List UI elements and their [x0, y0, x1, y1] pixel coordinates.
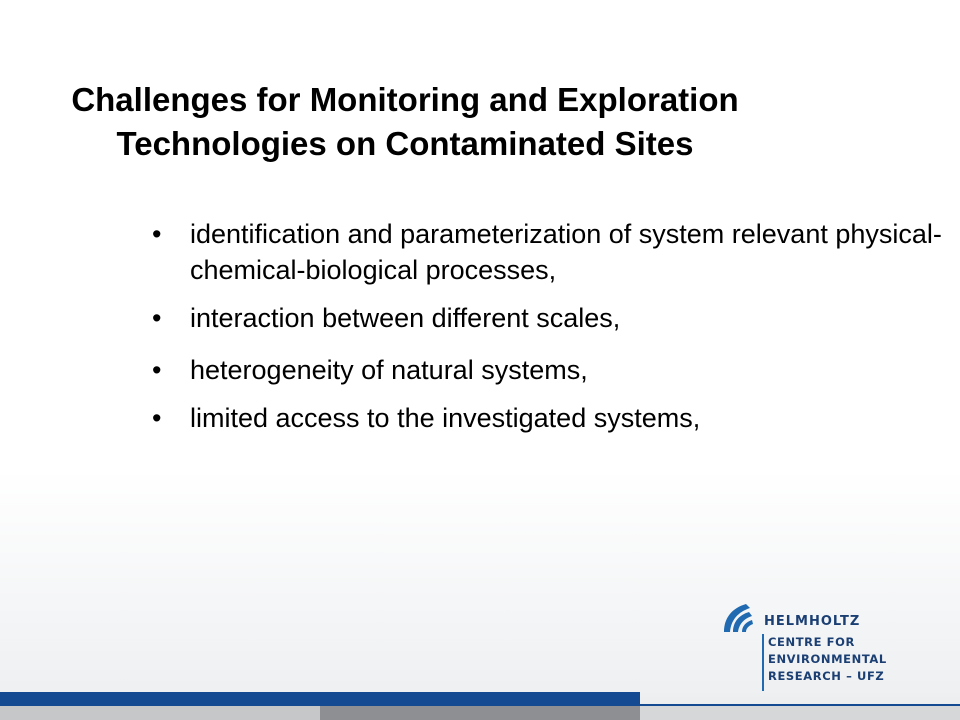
logo-subtitle-line: ENVIRONMENTAL: [768, 652, 887, 666]
helmholtz-ufz-logo: [720, 600, 920, 695]
bullet-item: [150, 300, 955, 336]
bullet-text: identification and parameterization of system relevant physical-chemical-biological processes,: [190, 219, 942, 285]
bullet-text: interaction between different scales,: [190, 303, 621, 333]
slide-title: [0, 78, 810, 166]
bullet-item: [150, 352, 955, 388]
footer-blue-bar: [0, 692, 640, 706]
logo-divider: [762, 634, 764, 691]
logo-subtitle-line: CENTRE FOR: [768, 635, 855, 649]
bullet-marker: •: [152, 355, 162, 385]
bullet-list: [150, 216, 955, 436]
bullet-marker: •: [152, 403, 162, 433]
footer-grey-bar-right: [640, 706, 960, 720]
footer-grey-bar-middle: [320, 706, 640, 720]
logo-subtitle-line: RESEARCH – UFZ: [768, 669, 885, 683]
slide-title-line-2: Technologies on Contaminated Sites: [116, 125, 694, 162]
bullet-item: [150, 400, 955, 436]
logo-subtitle: [768, 634, 887, 685]
bullet-marker: •: [152, 219, 162, 249]
bullet-item: [150, 216, 955, 288]
bullet-text: heterogeneity of natural systems,: [190, 355, 588, 385]
slide-title-line-1: Challenges for Monitoring and Exploration: [71, 81, 739, 118]
bullet-text: limited access to the investigated systems,: [190, 403, 701, 433]
bullet-marker: •: [152, 303, 162, 333]
logo-name: HELMHOLTZ: [764, 614, 861, 629]
footer-grey-bar-left: [0, 706, 320, 720]
helmholtz-wave-icon: [720, 600, 754, 634]
